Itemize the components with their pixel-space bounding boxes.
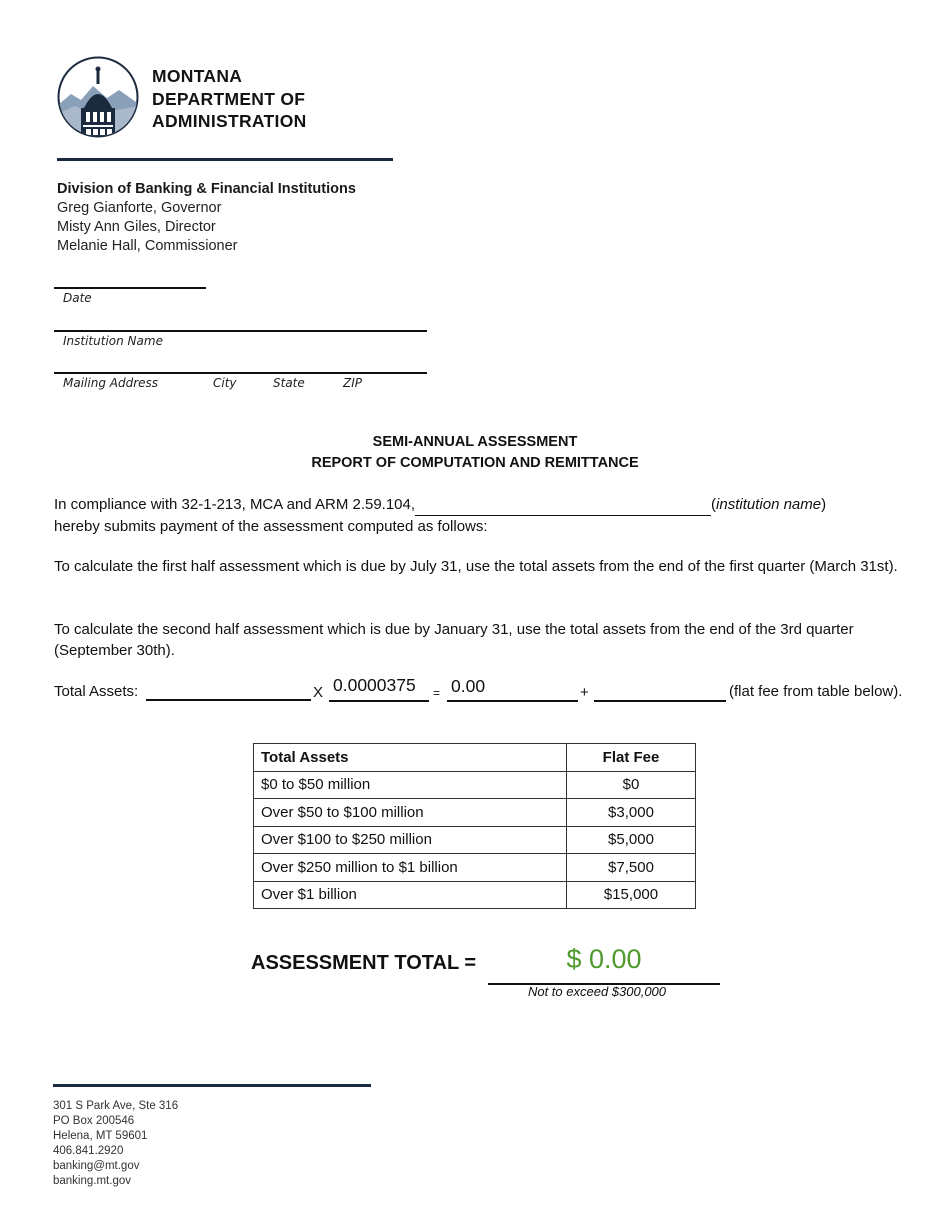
address-line: 301 S Park Ave, Ste 316 [53, 1100, 179, 1112]
agency-name [152, 65, 307, 133]
table-row [254, 854, 696, 882]
website-line: banking.mt.gov [53, 1175, 131, 1187]
result-line [447, 700, 578, 702]
flat-fee-cell: $5,000 [567, 826, 696, 854]
assessment-cap-note: Not to exceed $300,000 [527, 984, 667, 999]
flat-fee-cell: $3,000 [567, 799, 696, 827]
assets-range-cell: Over $250 million to $1 billion [254, 854, 567, 882]
table-row [254, 771, 696, 799]
assets-range-cell: Over $1 billion [254, 881, 567, 909]
times-symbol: X [313, 684, 324, 701]
date-label: Date [63, 291, 92, 305]
footer-contact [53, 1099, 178, 1189]
date-field-line[interactable] [54, 287, 206, 289]
column-header: Flat Fee [567, 744, 696, 772]
first-half-instructions: To calculate the first half assessment which is due by July 31, use the total assets from the end of the first quarter (March 31st). [54, 558, 898, 575]
official-line: Greg Gianforte, Governor [57, 200, 222, 216]
compliance-line-2: hereby submits payment of the assessment computed as follows: [54, 518, 488, 535]
second-half-instructions: To calculate the second half assessment which is due by January 31, use the total assets from the end of the 3rd quarter (September 30th). [54, 621, 854, 659]
flat-fee-table [253, 743, 696, 909]
city-line: Helena, MT 59601 [53, 1130, 148, 1142]
total-assets-label: Total Assets: [54, 683, 139, 700]
computed-result: 0.00 [451, 676, 486, 696]
assets-range-cell: $0 to $50 million [254, 771, 567, 799]
flat-fee-cell: $7,500 [567, 854, 696, 882]
compliance-paragraph [54, 494, 914, 537]
agency-line: DEPARTMENT OF [152, 88, 306, 109]
flat-fee-cell: $15,000 [567, 881, 696, 909]
phone-line: 406.841.2920 [53, 1145, 124, 1157]
agency-line: MONTANA [152, 66, 243, 86]
capitol-seal-logo [57, 56, 139, 138]
paren-open: ( [711, 496, 717, 513]
mailing-address-label: Mailing Address [63, 376, 159, 390]
table-row [254, 826, 696, 854]
agency-line: ADMINISTRATION [152, 111, 307, 131]
city-label: City [213, 376, 237, 390]
total-assets-input-line[interactable] [146, 699, 311, 701]
header-divider [57, 158, 393, 161]
mailing-address-field-line[interactable] [54, 372, 427, 374]
official-line: Melanie Hall, Commissioner [57, 238, 238, 254]
table-row [254, 799, 696, 827]
institution-name-blank[interactable] [415, 494, 711, 516]
division-name: Division of Banking & Financial Institutions [57, 181, 356, 197]
division-block [57, 180, 356, 256]
column-header: Total Assets [254, 744, 567, 772]
assessment-total-label: ASSESSMENT TOTAL = [251, 952, 477, 974]
title-line-2: REPORT OF COMPUTATION AND REMITTANCE [311, 455, 639, 471]
footer-divider [53, 1084, 371, 1087]
institution-name-label: Institution Name [63, 334, 163, 348]
assets-range-cell: Over $50 to $100 million [254, 799, 567, 827]
institution-name-field-line[interactable] [54, 330, 427, 332]
equals-symbol: = [433, 686, 441, 700]
assets-range-cell: Over $100 to $250 million [254, 826, 567, 854]
institution-name-hint: institution name [716, 496, 822, 513]
zip-label: ZIP [343, 376, 362, 390]
paren-close: ) [821, 496, 827, 513]
flat-fee-cell: $0 [567, 771, 696, 799]
page-title [0, 432, 950, 474]
po-box-line: PO Box 200546 [53, 1115, 135, 1127]
table-header-row [254, 744, 696, 772]
email-line: banking@mt.gov [53, 1160, 140, 1172]
plus-symbol: + [580, 684, 589, 701]
assessment-total-amount[interactable]: $ 0.00 [566, 944, 642, 974]
compliance-text: In compliance with 32-1-213, MCA and ARM 2.59.104, [54, 496, 416, 513]
flat-fee-note: (flat fee from table below). [729, 683, 903, 700]
assessment-rate: 0.0000375 [333, 675, 416, 695]
table-row [254, 881, 696, 909]
state-label: State [273, 376, 305, 390]
official-line: Misty Ann Giles, Director [57, 219, 216, 235]
rate-line [329, 700, 429, 702]
title-line-1: SEMI-ANNUAL ASSESSMENT [372, 434, 578, 450]
flat-fee-input-line[interactable] [594, 700, 726, 702]
